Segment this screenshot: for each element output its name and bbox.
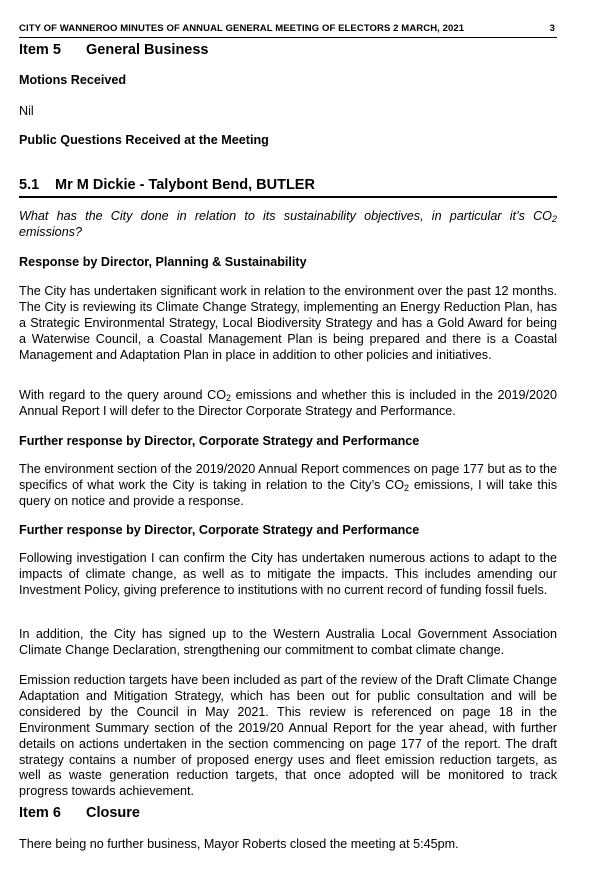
item5-heading — [19, 42, 557, 58]
motions-heading: Motions Received — [19, 73, 127, 87]
section-number: 5.1 — [19, 177, 40, 193]
response3-heading: Further response by Director, Corporate Strategy and Performance — [19, 523, 420, 537]
public-questions-heading: Public Questions Received at the Meeting — [19, 133, 269, 147]
item6-number: Item 6 — [19, 805, 61, 821]
response3-para1: Following investigation I can confirm the City has undertaken numerous actions to adapt to the impacts of climate change, as well as to mitigate the impacts. This includes amending our Investment Policy, giving preference to institutions with no current record of funding fossil fuels. — [19, 551, 557, 597]
response2-heading: Further response by Director, Corporate Strategy and Performance — [19, 434, 420, 448]
section-heading — [19, 177, 557, 198]
item5-number: Item 5 — [19, 42, 61, 58]
closure-text: There being no further business, Mayor Roberts closed the meeting at 5:45pm. — [19, 837, 459, 851]
section-title: Mr M Dickie - Talybont Bend, BUTLER — [55, 177, 315, 193]
response1-para2 — [19, 388, 557, 420]
response1-para2-sub: 2 — [226, 393, 232, 403]
response3-para3: Emission reduction targets have been included as part of the review of the Draft Climate Change Adaptation and Mitigation Strategy, which has been out for public consultation and will be considered by the Council in May 2021. This review is referenced on page 18 in the Environment Summary section of the 2019/20 Annual Report for the year ahead, with further details on actions undertaken in the section commencing on page 177 of the report. The draft strategy contains a number of proposed energy uses and fleet emission reduction targets, as well as waste generation reduction targets, that once adopted will be monitored to track progress towards achievement. — [19, 673, 557, 799]
motions-value: Nil — [19, 104, 34, 118]
response1-heading: Response by Director, Planning & Sustainability — [19, 255, 307, 269]
response2-para — [19, 462, 557, 510]
page-header — [19, 23, 557, 38]
response1-para2-part2: emissions and whether this is included in the 2019/2020 Annual Report I will defer to the Director Corporate Strategy and Performance. — [19, 388, 557, 418]
response2-para-sub: 2 — [404, 482, 410, 493]
response2-para-part2: emissions, I will take this query on notice and provide a response. — [19, 477, 557, 508]
header-title: CITY OF WANNEROO MINUTES OF ANNUAL GENERAL MEETING OF ELECTORS 2 MARCH, 2021 — [19, 23, 465, 34]
response1-para1: The City has undertaken significant work in relation to the environment over the past 12 months. The City is reviewing its Climate Change Strategy, implementing an Energy Reduction Plan, has a Strategic Environmental Strategy, Local Biodiversity Strategy and has a Gold Award for being a Waterwise Council, a Coastal Management Plan is being prepared and there is a Coastal Management and Adaptation Plan in place in addition to other policies and initiatives. — [19, 284, 557, 362]
question-part1: What has the City done in relation to its sustainability objectives, in particular it’s CO — [19, 209, 552, 223]
item5-title: General Business — [86, 42, 209, 58]
item6-title: Closure — [86, 805, 140, 821]
question-text — [19, 209, 557, 241]
item6-heading — [19, 805, 557, 821]
question-part2: emissions? — [19, 224, 82, 239]
response2-para-part1: The environment section of the 2019/2020 Annual Report commences on page 177 but as to the specifics of what work the City is taking in relation to the City’s CO — [19, 462, 557, 492]
response1-para2-part1: With regard to the query around CO — [19, 388, 227, 402]
response3-para2: In addition, the City has signed up to the Western Australia Local Government Association Climate Change Declaration, strengthening our commitment to combat climate change. — [19, 627, 557, 657]
page-number: 3 — [549, 23, 555, 34]
question-sub: 2 — [551, 214, 557, 224]
